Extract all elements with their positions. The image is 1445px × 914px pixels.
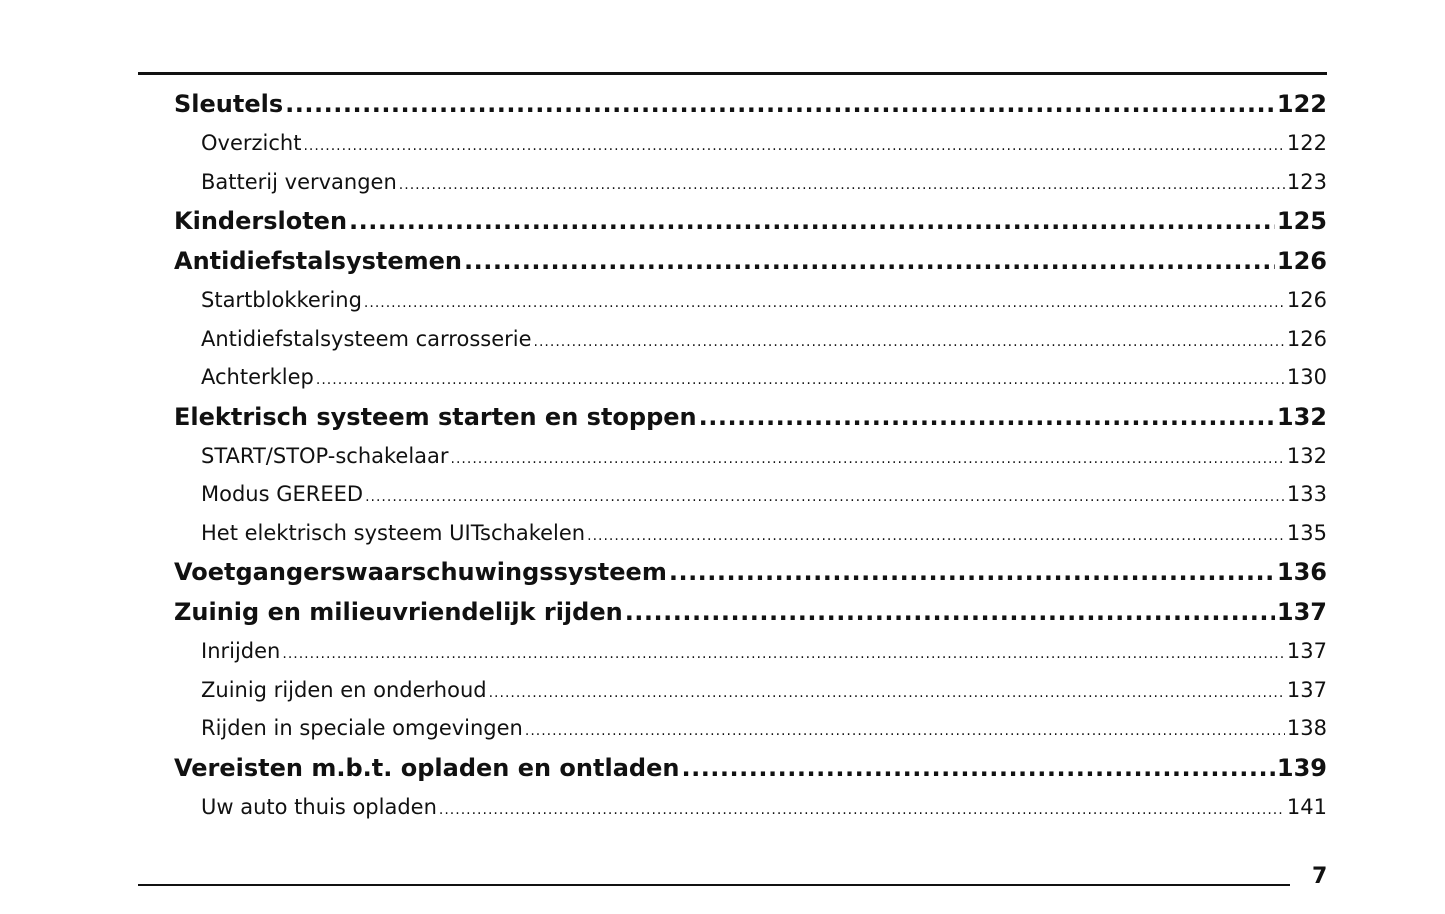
toc-section-entry[interactable] <box>174 320 1327 359</box>
toc-section-entry[interactable] <box>174 475 1327 514</box>
toc-entry-page: 126 <box>1286 326 1327 351</box>
toc-entry-page: 139 <box>1276 753 1327 782</box>
toc-entry-page: 137 <box>1286 639 1327 663</box>
table-of-contents <box>174 84 1327 826</box>
toc-dot-leader <box>303 127 1284 166</box>
toc-dot-leader <box>625 592 1275 632</box>
toc-entry-page: 130 <box>1286 365 1327 389</box>
toc-section-entry[interactable] <box>174 514 1327 553</box>
toc-dot-leader <box>316 361 1285 400</box>
toc-entry-page: 133 <box>1286 482 1327 506</box>
toc-section-entry[interactable] <box>174 709 1327 748</box>
toc-entry-title: Elektrisch systeem starten en stoppen <box>174 402 697 431</box>
toc-dot-leader <box>349 201 1275 241</box>
toc-section-entry[interactable] <box>174 671 1327 710</box>
toc-entry-title: Kindersloten <box>174 207 348 235</box>
toc-entry-title: Achterklep <box>201 365 314 389</box>
toc-entry-title: Inrijden <box>201 639 281 663</box>
top-rule <box>138 72 1327 75</box>
toc-entry-title: Voetgangerswaarschuwingssysteem <box>174 558 667 586</box>
toc-dot-leader <box>439 791 1285 830</box>
toc-entry-page: 135 <box>1286 520 1327 545</box>
toc-entry-title: Zuinig rijden en onderhoud <box>201 677 487 702</box>
toc-entry-page: 136 <box>1276 558 1327 586</box>
bottom-rule <box>138 884 1290 886</box>
toc-entry-title: Startblokkering <box>201 288 362 312</box>
toc-dot-leader <box>587 517 1285 556</box>
toc-entry-page: 125 <box>1276 207 1327 235</box>
toc-entry-page: 122 <box>1286 131 1327 155</box>
toc-entry-title: Antidiefstalsystemen <box>174 247 462 275</box>
toc-dot-leader <box>364 284 1285 323</box>
toc-dot-leader <box>534 323 1285 362</box>
toc-entry-page: 123 <box>1286 169 1327 194</box>
toc-section-entry[interactable] <box>174 281 1327 320</box>
toc-entry-title: Sleutels <box>174 90 284 118</box>
toc-entry-title: Antidiefstalsysteem carrosserie <box>201 326 532 351</box>
toc-chapter-entry[interactable] <box>174 592 1327 632</box>
toc-dot-leader <box>669 552 1275 592</box>
toc-chapter-entry[interactable] <box>174 397 1327 437</box>
toc-entry-page: 132 <box>1286 443 1327 468</box>
toc-entry-page: 132 <box>1276 402 1327 431</box>
toc-entry-title: Batterij vervangen <box>201 169 397 194</box>
toc-entry-title: Zuinig en milieuvriendelijk rijden <box>174 598 623 626</box>
toc-dot-leader <box>699 397 1275 437</box>
toc-dot-leader <box>464 241 1275 281</box>
toc-entry-title: Rijden in speciale omgevingen <box>201 716 523 740</box>
toc-entry-title: Uw auto thuis opladen <box>201 794 437 819</box>
toc-dot-leader <box>451 440 1285 479</box>
toc-entry-page: 137 <box>1276 598 1327 626</box>
toc-dot-leader <box>365 478 1285 517</box>
toc-entry-title: Het elektrisch systeem UITschakelen <box>201 520 586 545</box>
toc-section-entry[interactable] <box>174 358 1327 397</box>
toc-dot-leader <box>681 748 1274 788</box>
toc-dot-leader <box>285 84 1275 124</box>
toc-entry-page: 126 <box>1286 288 1327 312</box>
toc-entry-title: Overzicht <box>201 131 302 155</box>
toc-chapter-entry[interactable] <box>174 201 1327 241</box>
toc-entry-page: 138 <box>1286 716 1327 740</box>
toc-chapter-entry[interactable] <box>174 552 1327 592</box>
toc-section-entry[interactable] <box>174 788 1327 827</box>
toc-entry-page: 137 <box>1286 677 1327 702</box>
page-number: 7 <box>1312 864 1328 889</box>
toc-dot-leader <box>399 166 1285 205</box>
toc-chapter-entry[interactable] <box>174 241 1327 281</box>
toc-entry-page: 126 <box>1276 247 1327 275</box>
toc-section-entry[interactable] <box>174 124 1327 163</box>
toc-section-entry[interactable] <box>174 632 1327 671</box>
toc-section-entry[interactable] <box>174 437 1327 476</box>
toc-dot-leader <box>525 712 1285 751</box>
toc-entry-title: Vereisten m.b.t. opladen en ontladen <box>174 753 680 782</box>
toc-entry-page: 122 <box>1276 90 1327 118</box>
toc-dot-leader <box>282 635 1285 674</box>
toc-entry-page: 141 <box>1286 794 1327 819</box>
toc-dot-leader <box>489 674 1285 713</box>
toc-chapter-entry[interactable] <box>174 748 1327 788</box>
toc-entry-title: Modus GEREED <box>201 482 364 506</box>
toc-entry-title: START/STOP-schakelaar <box>201 443 449 468</box>
toc-chapter-entry[interactable] <box>174 84 1327 124</box>
toc-section-entry[interactable] <box>174 163 1327 202</box>
